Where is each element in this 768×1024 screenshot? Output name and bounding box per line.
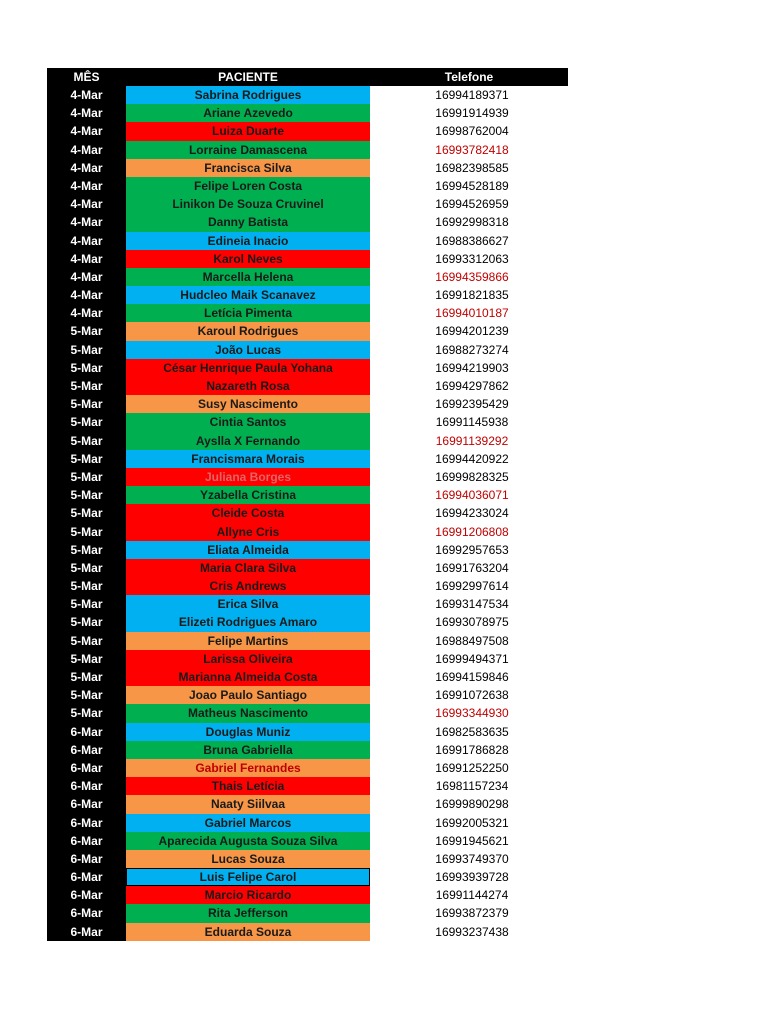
cell-telefone[interactable]: 16991139292 [435,433,509,448]
cell-paciente[interactable]: Joao Paulo Santiago [126,686,370,704]
cell-mes[interactable]: 5-Mar [47,395,126,413]
cell-paciente[interactable]: Ariane Azevedo [126,104,370,122]
cell-paciente[interactable]: Karol Neves [126,250,370,268]
cell-mes[interactable]: 6-Mar [47,850,126,868]
table-row [47,814,568,832]
cell-mes[interactable]: 6-Mar [47,723,126,741]
cell-mes[interactable]: 6-Mar [47,741,126,759]
table-row [47,632,568,650]
cell-paciente[interactable]: Rita Jefferson [126,904,370,922]
cell-mes[interactable]: 5-Mar [47,668,126,686]
table-row [47,523,568,541]
cell-paciente[interactable]: Lucas Souza [126,850,370,868]
table-row [47,159,568,177]
cell-telefone[interactable]: 16993312063 [435,251,509,266]
cell-mes[interactable]: 4-Mar [47,213,126,231]
cell-telefone[interactable]: 16981157234 [435,779,509,794]
cell-paciente[interactable]: Edineia Inacio [126,232,370,250]
table-row [47,450,568,468]
cell-paciente[interactable]: Letícia Pimenta [126,304,370,322]
table-row [47,777,568,795]
cell-telefone[interactable]: 16992997614 [435,579,509,594]
table-row [47,650,568,668]
table-row [47,668,568,686]
header-row [47,68,568,86]
cell-mes[interactable]: 4-Mar [47,177,126,195]
cell-paciente[interactable]: Linikon De Souza Cruvinel [126,195,370,213]
table-row [47,213,568,231]
cell-paciente[interactable]: Danny Batista [126,213,370,231]
table-row [47,904,568,922]
cell-telefone[interactable]: 16994201239 [435,324,509,339]
cell-mes[interactable]: 4-Mar [47,141,126,159]
cell-paciente[interactable]: Bruna Gabriella [126,741,370,759]
cell-telefone[interactable]: 16994528189 [435,178,509,193]
table-row [47,286,568,304]
cell-telefone[interactable]: 16993939728 [435,870,509,885]
cell-mes[interactable]: 4-Mar [47,104,126,122]
cell-telefone[interactable]: 16994420922 [435,451,509,466]
table-row [47,868,568,886]
header-paciente[interactable]: PACIENTE [218,70,278,84]
cell-mes[interactable]: 6-Mar [47,759,126,777]
cell-telefone[interactable]: 16993344930 [435,706,509,721]
cell-mes[interactable]: 5-Mar [47,632,126,650]
cell-paciente[interactable]: Sabrina Rodrigues [126,86,370,104]
table-row [47,141,568,159]
table-row [47,250,568,268]
table-row [47,504,568,522]
cell-telefone[interactable]: 16982398585 [435,160,509,175]
cell-telefone[interactable]: 16994359866 [435,269,509,284]
cell-telefone[interactable]: 16999890298 [435,797,509,812]
cell-telefone[interactable]: 16993237438 [435,924,509,939]
cell-paciente[interactable]: Lorraine Damascena [126,141,370,159]
cell-paciente[interactable]: César Henrique Paula Yohana [126,359,370,377]
table-row [47,595,568,613]
cell-paciente[interactable]: Larissa Oliveira [126,650,370,668]
cell-mes[interactable]: 6-Mar [47,904,126,922]
cell-paciente[interactable]: Ayslla X Fernando [126,432,370,450]
table-row [47,886,568,904]
table-row [47,413,568,431]
cell-mes[interactable]: 5-Mar [47,559,126,577]
header-mes[interactable]: MÊS [73,70,100,84]
cell-mes[interactable]: 5-Mar [47,577,126,595]
table-row [47,795,568,813]
table-row [47,232,568,250]
table-row [47,468,568,486]
cell-mes[interactable]: 4-Mar [47,304,126,322]
cell-telefone[interactable]: 16999828325 [435,469,509,484]
cell-mes[interactable]: 4-Mar [47,122,126,140]
cell-telefone[interactable]: 16994219903 [435,360,509,375]
header-telefone[interactable]: Telefone [444,70,494,84]
cell-paciente[interactable]: Maria Clara Silva [126,559,370,577]
cell-telefone[interactable]: 16991206808 [435,524,509,539]
cell-telefone[interactable]: 16982583635 [435,724,509,739]
table-row [47,432,568,450]
cell-telefone[interactable]: 16991786828 [435,742,509,757]
cell-telefone[interactable]: 16993782418 [435,142,509,157]
cell-mes[interactable]: 5-Mar [47,541,126,559]
cell-paciente[interactable]: Gabriel Marcos [126,814,370,832]
cell-paciente[interactable]: Marcio Ricardo [126,886,370,904]
table-row [47,177,568,195]
cell-mes[interactable]: 6-Mar [47,777,126,795]
cell-telefone[interactable]: 16994233024 [435,506,509,521]
cell-paciente[interactable]: Marcella Helena [126,268,370,286]
cell-telefone[interactable]: 16994297862 [435,379,509,393]
cell-paciente[interactable]: Felipe Loren Costa [126,177,370,195]
table-row [47,377,568,395]
cell-telefone[interactable]: 16992005321 [435,815,509,830]
cell-telefone[interactable]: 16991821835 [435,288,509,303]
cell-mes[interactable]: 5-Mar [47,341,126,359]
cell-mes[interactable]: 5-Mar [47,523,126,541]
cell-mes[interactable]: 5-Mar [47,359,126,377]
cell-mes[interactable]: 5-Mar [47,613,126,631]
cell-mes[interactable]: 6-Mar [47,923,126,941]
cell-telefone[interactable]: 16993078975 [435,615,509,630]
cell-mes[interactable]: 5-Mar [47,450,126,468]
cell-telefone[interactable]: 16991763204 [435,560,509,575]
cell-paciente[interactable]: Juliana Borges [126,468,370,486]
cell-paciente[interactable]: Francisca Silva [126,159,370,177]
cell-mes[interactable]: 5-Mar [47,595,126,613]
cell-paciente[interactable]: Marianna Almeida Costa [126,668,370,686]
cell-mes[interactable]: 6-Mar [47,868,126,886]
cell-paciente[interactable]: Gabriel Fernandes [126,759,370,777]
table-row [47,686,568,704]
table-row [47,304,568,322]
cell-telefone[interactable]: 16992998318 [435,215,509,230]
cell-telefone[interactable]: 16994159846 [435,670,509,684]
cell-mes[interactable]: 5-Mar [47,704,126,722]
cell-telefone[interactable]: 16993749370 [435,851,509,866]
cell-paciente[interactable]: João Lucas [126,341,370,359]
cell-mes[interactable]: 6-Mar [47,886,126,904]
cell-paciente[interactable]: Yzabella Cristina [126,486,370,504]
cell-paciente[interactable]: Matheus Nascimento [126,704,370,722]
cell-paciente[interactable]: Erica Silva [126,595,370,613]
cell-paciente[interactable]: Eduarda Souza [126,923,370,941]
table-row [47,486,568,504]
cell-mes[interactable]: 5-Mar [47,468,126,486]
table-row [47,395,568,413]
table-row [47,341,568,359]
cell-telefone[interactable]: 16994010187 [435,306,509,321]
cell-telefone[interactable]: 16991144274 [435,888,509,903]
cell-mes[interactable]: 4-Mar [47,286,126,304]
cell-telefone[interactable]: 16994526959 [435,197,509,212]
cell-paciente[interactable]: Naaty Siilvaa [126,795,370,813]
table-row [47,541,568,559]
cell-mes[interactable]: 5-Mar [47,504,126,522]
table-row [47,723,568,741]
cell-telefone[interactable]: 16992957653 [435,542,509,557]
cell-telefone[interactable]: 16988273274 [435,342,509,357]
cell-paciente[interactable]: Luiza Duarte [126,122,370,140]
table-body [47,86,568,941]
cell-mes[interactable]: 5-Mar [47,650,126,668]
cell-paciente[interactable]: Francismara Morais [126,450,370,468]
cell-mes[interactable]: 6-Mar [47,795,126,813]
table-row [47,613,568,631]
cell-paciente[interactable]: Cris Andrews [126,577,370,595]
cell-mes[interactable]: 4-Mar [47,86,126,104]
cell-paciente[interactable]: Thais Letícia [126,777,370,795]
cell-paciente[interactable]: Hudcleo Maik Scanavez [126,286,370,304]
cell-mes[interactable]: 4-Mar [47,250,126,268]
cell-mes[interactable]: 6-Mar [47,814,126,832]
cell-mes[interactable]: 4-Mar [47,232,126,250]
cell-mes[interactable]: 5-Mar [47,413,126,431]
cell-mes[interactable]: 4-Mar [47,268,126,286]
patient-spreadsheet [47,68,568,941]
table-row [47,322,568,340]
table-row [47,923,568,941]
cell-telefone[interactable]: 16998762004 [435,124,509,139]
table-row [47,704,568,722]
cell-mes[interactable]: 5-Mar [47,432,126,450]
cell-paciente[interactable]: Nazareth Rosa [126,377,370,395]
cell-telefone[interactable]: 16994189371 [435,88,509,102]
cell-paciente[interactable]: Eliata Almeida [126,541,370,559]
cell-paciente[interactable]: Cleide Costa [126,504,370,522]
cell-telefone[interactable]: 16988497508 [435,633,509,648]
cell-mes[interactable]: 5-Mar [47,686,126,704]
cell-mes[interactable]: 6-Mar [47,832,126,850]
cell-telefone[interactable]: 16992395429 [435,397,509,412]
cell-telefone[interactable]: 16991914939 [435,106,509,121]
cell-paciente[interactable]: Cintia Santos [126,413,370,431]
table-row [47,559,568,577]
cell-telefone[interactable]: 16999494371 [435,651,509,666]
table-row [47,850,568,868]
cell-paciente[interactable]: Susy Nascimento [126,395,370,413]
cell-paciente[interactable]: Elizeti Rodrigues Amaro [126,613,370,631]
table-row [47,268,568,286]
table-row [47,741,568,759]
table-row [47,577,568,595]
cell-paciente[interactable]: Luis Felipe Carol [126,868,370,886]
cell-telefone[interactable]: 16994036071 [435,488,509,503]
cell-mes[interactable]: 4-Mar [47,159,126,177]
cell-mes[interactable]: 5-Mar [47,486,126,504]
cell-telefone[interactable]: 16993147534 [435,597,509,612]
table-row [47,195,568,213]
cell-paciente[interactable]: Allyne Cris [126,523,370,541]
cell-paciente[interactable]: Felipe Martins [126,632,370,650]
cell-telefone[interactable]: 16991945621 [435,833,509,848]
cell-telefone[interactable]: 16988386627 [435,233,509,248]
cell-paciente[interactable]: Aparecida Augusta Souza Silva [126,832,370,850]
cell-mes[interactable]: 5-Mar [47,322,126,340]
cell-telefone[interactable]: 16991252250 [435,760,509,775]
table-row [47,832,568,850]
cell-telefone[interactable]: 16991072638 [435,688,509,703]
cell-paciente[interactable]: Douglas Muniz [126,723,370,741]
cell-telefone[interactable]: 16991145938 [435,415,509,430]
table-row [47,104,568,122]
table-row [47,86,568,104]
cell-mes[interactable]: 4-Mar [47,195,126,213]
cell-paciente[interactable]: Karoul Rodrigues [126,322,370,340]
table-row [47,359,568,377]
cell-mes[interactable]: 5-Mar [47,377,126,395]
cell-telefone[interactable]: 16993872379 [435,906,509,921]
table-row [47,122,568,140]
table-row [47,759,568,777]
